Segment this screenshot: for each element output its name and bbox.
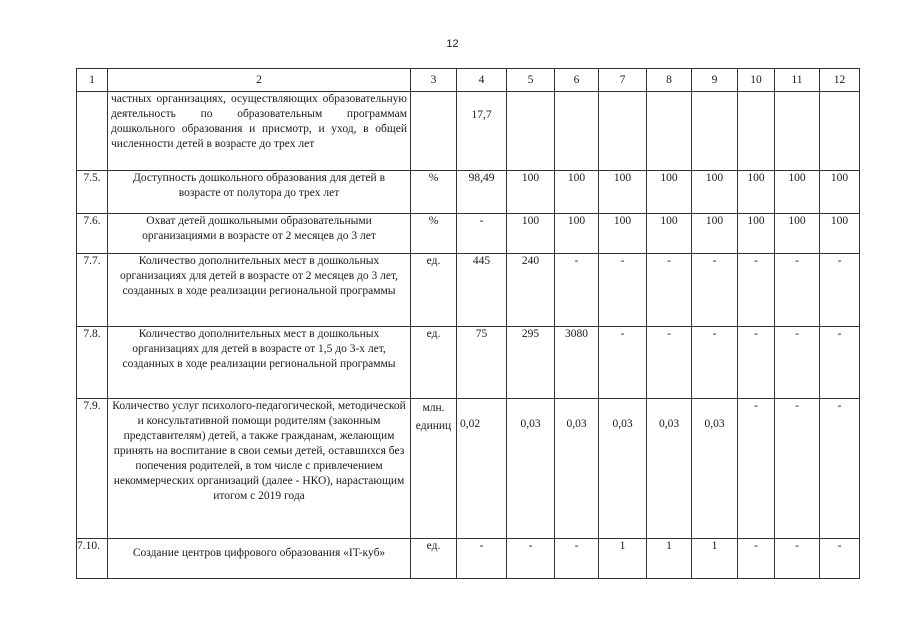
header-cell: 7 [599,69,647,92]
value-cell [692,92,738,171]
header-cell: 1 [77,69,108,92]
value-cell: - [599,327,647,399]
value-cell: - [738,254,775,327]
value-cell: 1 [599,539,647,579]
header-cell: 4 [457,69,507,92]
header-cell: 8 [647,69,692,92]
value-cell: 98,49 [457,171,507,214]
value-cell: 100 [599,214,647,254]
value-cell: - [775,539,820,579]
row-number: 7.6. [77,214,108,254]
value-text: 17,7 [471,109,492,121]
table-row [77,539,860,579]
value-cell: - [775,327,820,399]
value-cell [507,92,555,171]
value-cell: - [647,254,692,327]
row-number: 7.8. [77,327,108,399]
row-number [77,92,108,171]
row-unit: ед. [411,327,457,399]
row-number: 7.10. [77,539,108,579]
value-cell [775,92,820,171]
value-cell: 100 [555,171,599,214]
value-cell [555,92,599,171]
value-cell: - [820,399,860,539]
value-cell: - [820,254,860,327]
value-cell: 0,03 [599,399,647,539]
value-cell [738,92,775,171]
value-cell: 100 [738,171,775,214]
row-description: частных организациях, осуществляющих образовательную деятельность по образовательным программам дошкольного образования и присмотр, и уход, в общей численности детей в возрасте до трех лет [108,92,411,171]
row-description: Доступность дошкольного образования для детей в возрасте от полутора до трех лет [108,171,411,214]
value-cell: - [738,327,775,399]
row-number: 7.9. [77,399,108,539]
row-unit: ед. [411,539,457,579]
row-unit: ед. [411,254,457,327]
table-row [77,327,860,399]
value-cell: 0,02 [457,399,507,539]
value-cell: 100 [775,214,820,254]
value-cell: 0,03 [692,399,738,539]
value-cell: - [555,254,599,327]
value-cell: 3080 [555,327,599,399]
value-cell: - [820,539,860,579]
page-number: 12 [446,38,459,50]
value-cell: 100 [820,214,860,254]
value-cell: 100 [738,214,775,254]
indicators-table [76,68,860,579]
value-cell: 100 [692,171,738,214]
value-cell: 100 [647,214,692,254]
value-cell: 75 [457,327,507,399]
value-cell: 1 [647,539,692,579]
value-cell: - [599,254,647,327]
header-cell: 5 [507,69,555,92]
value-cell: 100 [820,171,860,214]
header-cell: 2 [108,69,411,92]
header-cell: 12 [820,69,860,92]
header-row [77,69,860,92]
header-cell: 10 [738,69,775,92]
header-cell: 9 [692,69,738,92]
row-number: 7.7. [77,254,108,327]
value-cell [457,92,507,171]
table-row [77,214,860,254]
header-cell: 3 [411,69,457,92]
table-row [77,399,860,539]
row-description: Охват детей дошкольными образовательными организациями в возрасте от 2 месяцев до 3 лет [108,214,411,254]
value-cell: 100 [775,171,820,214]
value-cell: - [820,327,860,399]
value-cell: 100 [692,214,738,254]
value-cell: - [775,399,820,539]
value-cell [647,92,692,171]
value-cell: 0,03 [555,399,599,539]
row-description: Создание центров цифрового образования «IT-куб» [108,539,411,579]
value-cell: 240 [507,254,555,327]
value-cell: - [692,254,738,327]
row-unit [411,92,457,171]
value-cell: - [738,399,775,539]
row-unit: млн. единиц [411,399,457,539]
row-unit: % [411,214,457,254]
value-cell [599,92,647,171]
value-cell: 295 [507,327,555,399]
value-cell: - [647,327,692,399]
value-cell: 100 [647,171,692,214]
row-description: Количество услуг психолого-педагогической, методической и консультативной помощи родителям (законным представителям) детей, а также гражданам, желающим принять на воспитание в свои семьи детей, оставшихся без попечения родителей, в том числе с привлечением некоммерческих организаций (далее - НКО), нарастающим итогом с 2019 года [108,399,411,539]
row-unit: % [411,171,457,214]
value-cell: - [775,254,820,327]
header-cell: 6 [555,69,599,92]
value-cell: 100 [507,171,555,214]
value-cell: 100 [507,214,555,254]
value-cell: - [457,539,507,579]
table-row [77,92,860,171]
value-cell: 0,03 [647,399,692,539]
value-cell: - [738,539,775,579]
value-cell [820,92,860,171]
value-cell: 1 [692,539,738,579]
table-row [77,254,860,327]
header-cell: 11 [775,69,820,92]
row-number: 7.5. [77,171,108,214]
value-cell: 100 [555,214,599,254]
value-cell: - [457,214,507,254]
value-cell: - [555,539,599,579]
value-cell: - [507,539,555,579]
value-cell: 445 [457,254,507,327]
value-cell: 0,03 [507,399,555,539]
row-description: Количество дополнительных мест в дошкольных организациях для детей в возрасте от 2 месяцев до 3 лет, созданных в ходе реализации региональной программы [108,254,411,327]
table-row [77,171,860,214]
row-description: Количество дополнительных мест в дошкольных организациях для детей в возрасте от 1,5 до 3-х лет, созданных в ходе реализации региональной программы [108,327,411,399]
value-cell: - [692,327,738,399]
value-cell: 100 [599,171,647,214]
